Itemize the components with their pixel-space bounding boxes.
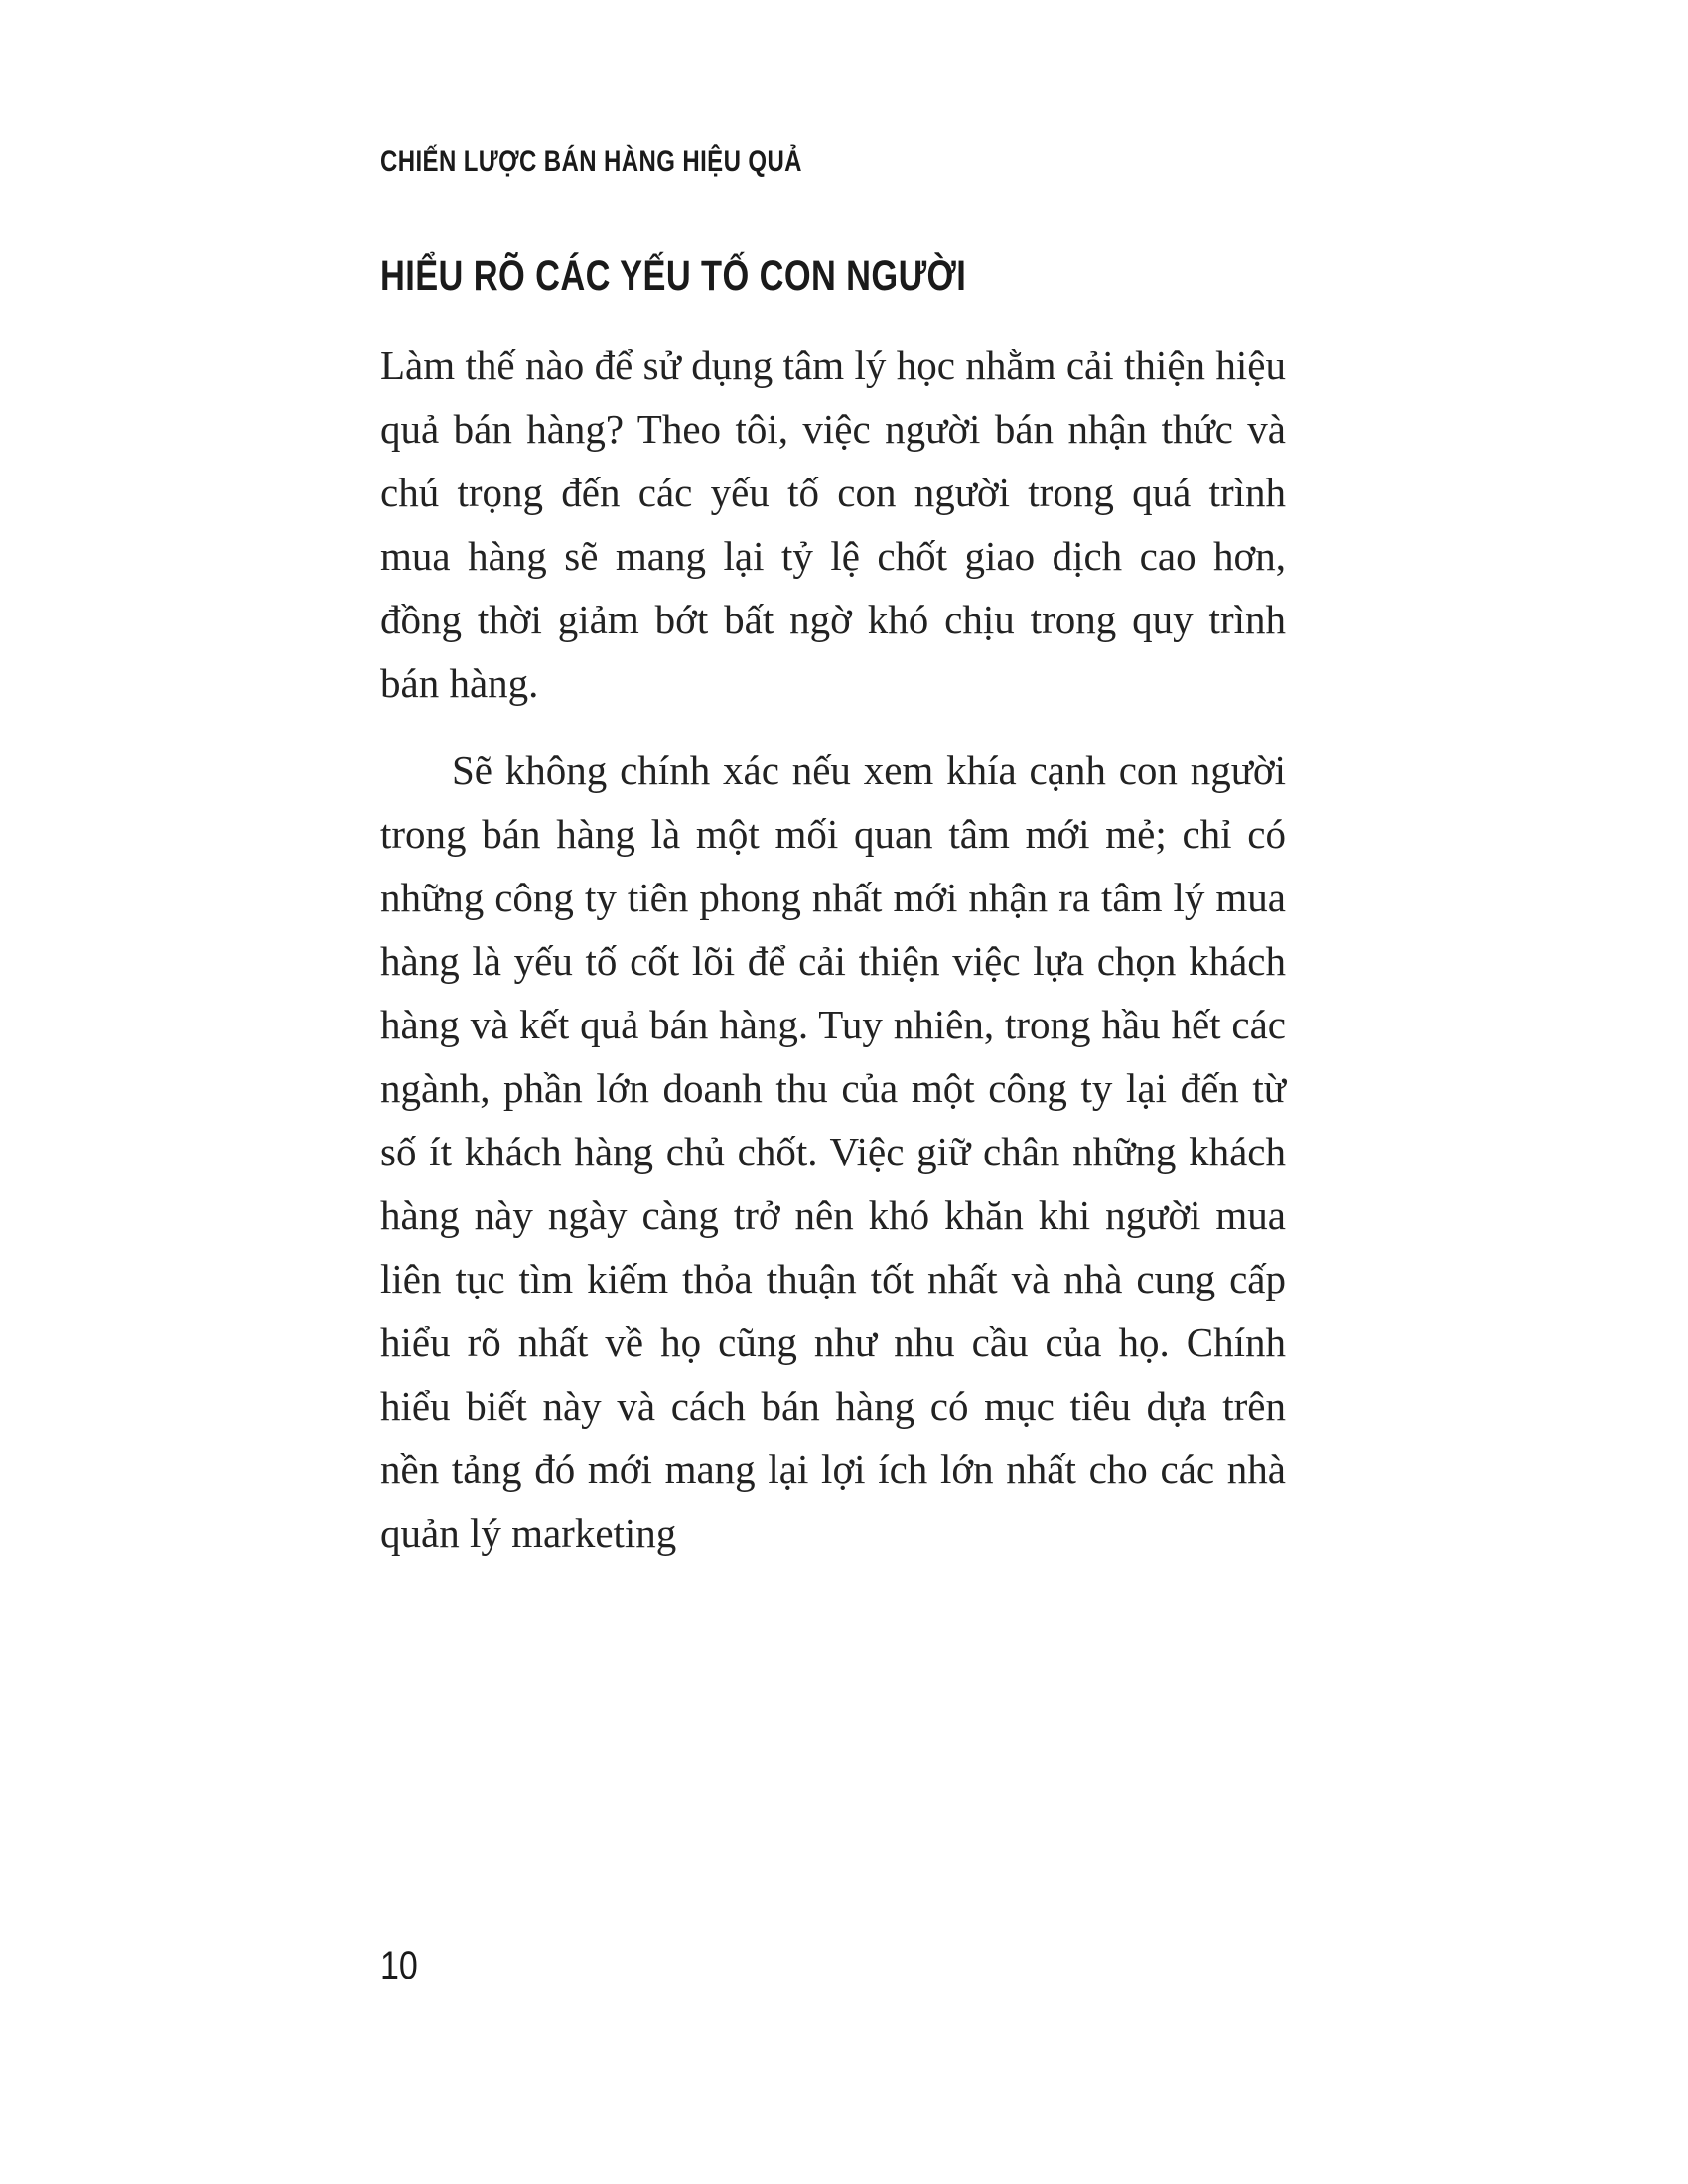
section-heading: HIỂU RÕ CÁC YẾU TỐ CON NGƯỜI xyxy=(380,252,967,300)
page-number: 10 xyxy=(380,1944,418,1987)
paragraph-2: Sẽ không chính xác nếu xem khía cạnh con người trong bán hàng là một mối quan tâm mới mẻ; chỉ có những công ty tiên phong nhất mới nhận ra tâm lý mua hàng là yếu tố cốt lõi để cải thiện việc lựa chọn khách hàng và kết quả bán hàng. Tuy nhiên, trong hầu hết các ngành, phần lớn doanh thu của một công ty lại đến từ số ít khách hàng chủ chốt. Việc giữ chân những khách hàng này ngày càng trở nên khó khăn khi người mua liên tục tìm kiếm thỏa thuận tốt nhất và nhà cung cấp hiểu rõ nhất về họ cũng như nhu cầu của họ. Chính hiểu biết này và cách bán hàng có mục tiêu dựa trên nền tảng đó mới mang lại lợi ích lớn nhất cho các nhà quản lý marketing xyxy=(380,748,1286,1556)
body-text xyxy=(380,334,1286,1565)
paragraph-1: Làm thế nào để sử dụng tâm lý học nhằm cải thiện hiệu quả bán hàng? Theo tôi, việc người bán nhận thức và chú trọng đến các yếu tố con người trong quá trình mua hàng sẽ mang lại tỷ lệ chốt giao dịch cao hơn, đồng thời giảm bớt bất ngờ khó chịu trong quy trình bán hàng. xyxy=(380,342,1286,706)
running-head: CHIẾN LƯỢC BÁN HÀNG HIỆU QUẢ xyxy=(380,145,802,178)
